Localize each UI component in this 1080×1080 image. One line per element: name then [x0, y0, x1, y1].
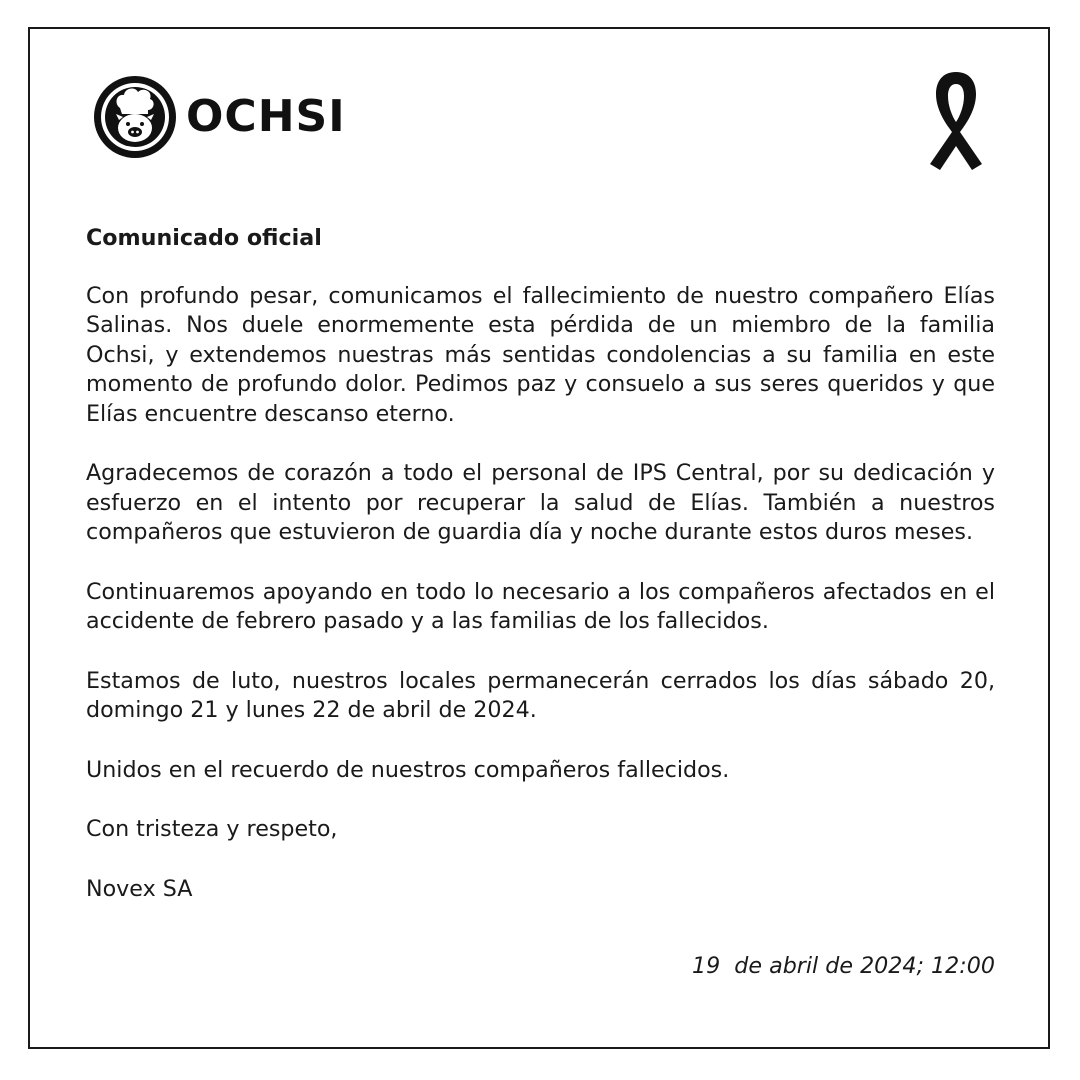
statement-body: [86, 224, 995, 934]
statement-title: Comunicado oficial: [86, 225, 322, 251]
statement-paragraph: Con profundo pesar, comunicamos el fallecimiento de nuestro compañero Elías Salinas. Nos duele enormemente esta pérdida de un miembro de la familia Ochsi, y extendemos nuestras más sentidas condolencias a su familia en este momento de profundo dolor. Pedimos paz y consuelo a sus seres queridos y que Elías encuentre descanso eterno.: [86, 282, 995, 427]
ochsi-chef-pig-logo-icon: [92, 74, 178, 160]
statement-paragraph: Agradecemos de corazón a todo el personal de IPS Central, por su dedicación y esfuerzo en el intento por recuperar la salud de Elías. También a nuestros compañeros que estuvieron de guardia día y noche durante estos duros meses.: [86, 460, 995, 545]
signature: Novex SA: [86, 875, 193, 902]
mourning-ribbon-icon: [922, 66, 990, 172]
brand-logo: [92, 74, 346, 160]
statement-paragraph: Continuaremos apoyando en todo lo necesario a los compañeros afectados en el accidente de febrero pasado y a las familias de los fallecidos.: [86, 578, 995, 634]
statement-date: 19 de abril de 2024; 12:00: [691, 953, 995, 979]
statement-paragraph: Estamos de luto, nuestros locales permanecerán cerrados los días sábado 20, domingo 21 y lunes 22 de abril de 2024.: [86, 667, 995, 723]
closing-line: Con tristeza y respeto,: [86, 816, 338, 842]
brand-name: OCHSI: [186, 91, 346, 142]
statement-paragraph: Unidos en el recuerdo de nuestros compañeros fallecidos.: [86, 756, 730, 783]
